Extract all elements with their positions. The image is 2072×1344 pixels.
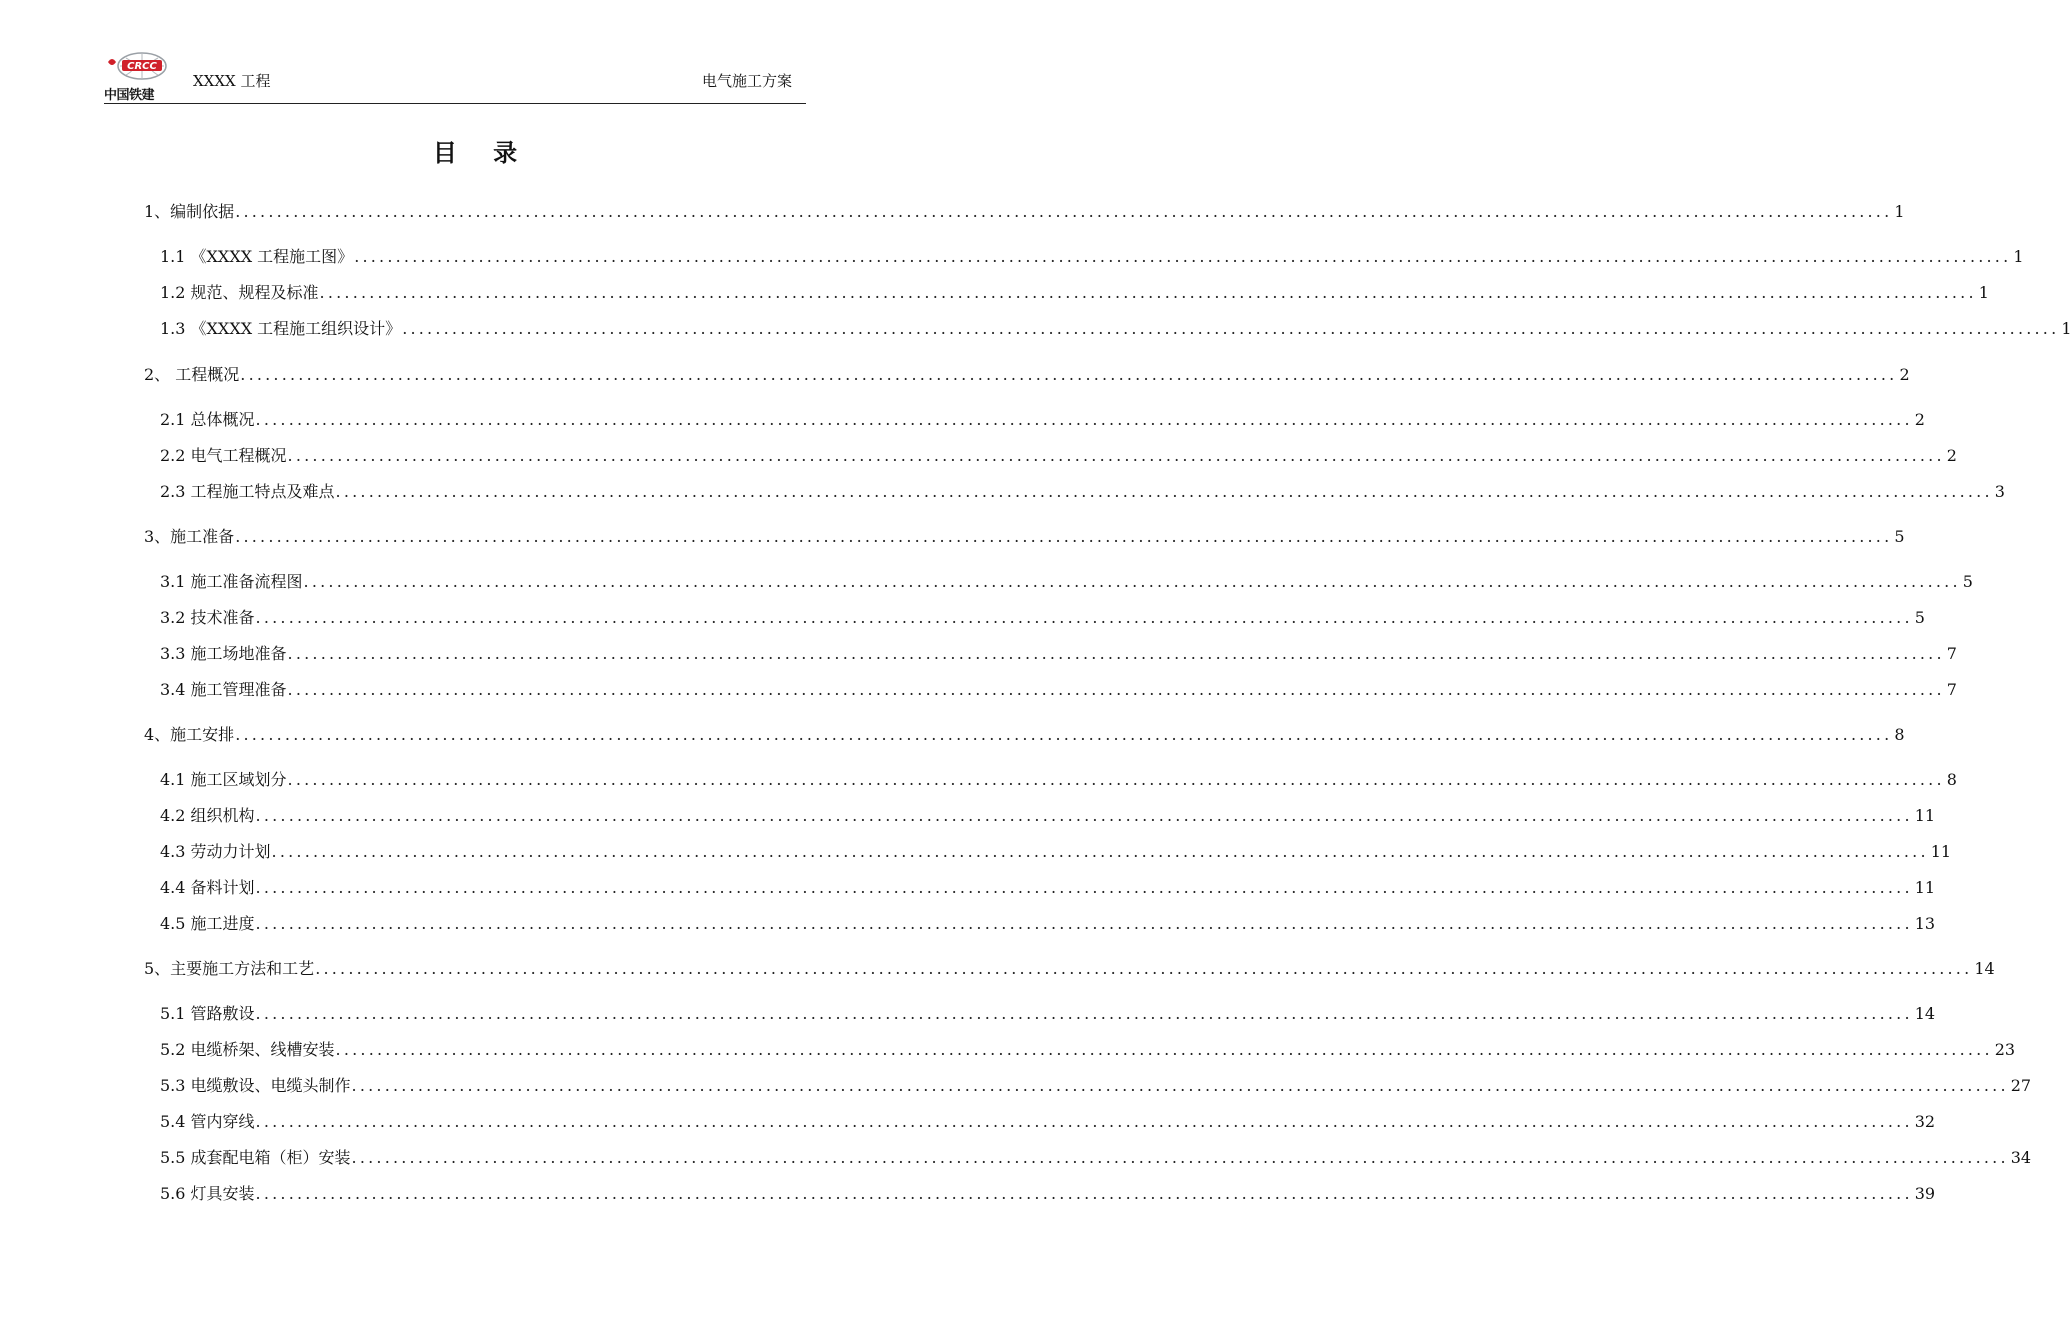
toc-entry-label: 1、编制依据	[144, 202, 235, 221]
toc-leader-dots: ........................................................................................................................................................................................................	[303, 572, 1961, 591]
toc-entry-label: 4.5 施工进度	[160, 914, 255, 933]
toc-entry-label: 5.5 成套配电箱（柜）安装	[160, 1148, 351, 1167]
toc-leader-dots: ........................................................................................................................................................................................................	[351, 1148, 2009, 1167]
toc-section-entry[interactable]	[160, 1147, 2032, 1169]
toc-leader-dots: ........................................................................................................................................................................................................	[235, 527, 1893, 546]
toc-leader-dots: ........................................................................................................................................................................................................	[235, 202, 1893, 221]
toc-page-number: 5	[1914, 608, 1925, 627]
toc-chapter-entry[interactable]	[144, 724, 1905, 746]
toc-section-entry[interactable]	[160, 607, 1925, 629]
toc-page-number: 8	[1894, 725, 1905, 744]
toc-page-number: 1	[1978, 283, 1989, 302]
toc-section-entry[interactable]	[160, 445, 1957, 467]
header-project-name: XXXX 工程	[193, 72, 271, 90]
toc-section-entry[interactable]	[160, 805, 1936, 827]
toc-entry-label: 5.6 灯具安装	[160, 1184, 255, 1203]
toc-page-number: 27	[2010, 1076, 2032, 1095]
toc-page-number: 11	[1914, 878, 1936, 897]
toc-entry-label: 5.3 电缆敷设、电缆头制作	[160, 1076, 351, 1095]
page-header	[0, 0, 950, 110]
toc-leader-dots: ........................................................................................................................................................................................................	[240, 365, 1898, 384]
toc-leader-dots: ........................................................................................................................................................................................................	[319, 283, 1977, 302]
toc-page-number: 23	[1994, 1040, 2016, 1059]
toc-leader-dots: ........................................................................................................................................................................................................	[255, 878, 1913, 897]
toc-page-number: 5	[1894, 527, 1905, 546]
toc-entry-label: 1.3 《XXXX 工程施工组织设计》	[160, 319, 402, 338]
toc-entry-label: 2.2 电气工程概况	[160, 446, 287, 465]
toc-section-entry[interactable]	[160, 1111, 1936, 1133]
toc-entry-label: 5.1 管路敷设	[160, 1004, 255, 1023]
toc-page-number: 14	[1974, 959, 1995, 978]
toc-leader-dots: ........................................................................................................................................................................................................	[335, 482, 1993, 501]
toc-entry-label: 4、施工安排	[144, 725, 235, 744]
toc-entry-label: 1.2 规范、规程及标准	[160, 283, 319, 302]
toc-section-entry[interactable]	[160, 1003, 1936, 1025]
header-divider	[104, 103, 806, 104]
toc-leader-dots: ........................................................................................................................................................................................................	[255, 1184, 1913, 1203]
toc-chapter-entry[interactable]	[144, 364, 1910, 386]
toc-page-number: 8	[1946, 770, 1957, 789]
toc-page-number: 13	[1914, 914, 1936, 933]
toc-section-entry[interactable]	[160, 1183, 1936, 1205]
toc-leader-dots: ........................................................................................................................................................................................................	[255, 1004, 1913, 1023]
toc-leader-dots: ........................................................................................................................................................................................................	[335, 1040, 1993, 1059]
toc-entry-label: 2.1 总体概况	[160, 410, 255, 429]
crcc-logo	[104, 52, 174, 106]
toc-entry-label: 3.1 施工准备流程图	[160, 572, 303, 591]
toc-section-entry[interactable]	[160, 1075, 2032, 1097]
toc-page-number: 3	[1994, 482, 2005, 501]
toc-leader-dots: ........................................................................................................................................................................................................	[287, 446, 1945, 465]
toc-page-number: 11	[1930, 842, 1952, 861]
toc-section-entry[interactable]	[160, 1039, 2016, 1061]
toc-entry-label: 4.1 施工区域划分	[160, 770, 287, 789]
toc-page-number: 14	[1914, 1004, 1936, 1023]
toc-entry-label: 5、主要施工方法和工艺	[144, 959, 315, 978]
toc-entry-label: 1.1 《XXXX 工程施工图》	[160, 247, 354, 266]
toc-leader-dots: ........................................................................................................................................................................................................	[271, 842, 1929, 861]
toc-leader-dots: ........................................................................................................................................................................................................	[287, 644, 1945, 663]
toc-chapter-entry[interactable]	[144, 201, 1905, 223]
toc-entry-label: 4.4 备料计划	[160, 878, 255, 897]
toc-leader-dots: ........................................................................................................................................................................................................	[255, 608, 1913, 627]
toc-page-number: 32	[1914, 1112, 1936, 1131]
crcc-emblem-icon	[104, 52, 174, 84]
toc-entry-label: 3.4 施工管理准备	[160, 680, 287, 699]
toc-leader-dots: ........................................................................................................................................................................................................	[255, 410, 1913, 429]
toc-entry-label: 2、 工程概况	[144, 365, 240, 384]
toc-page-number: 1	[2013, 247, 2024, 266]
toc-page-number: 2	[1899, 365, 1910, 384]
toc-section-entry[interactable]	[160, 246, 2024, 268]
toc-leader-dots: ........................................................................................................................................................................................................	[351, 1076, 2009, 1095]
toc-section-entry[interactable]	[160, 571, 1973, 593]
toc-chapter-entry[interactable]	[144, 526, 1905, 548]
toc-page-number: 2	[1946, 446, 1957, 465]
toc-title: 目 录	[432, 139, 532, 167]
toc-page-number: 7	[1946, 644, 1957, 663]
svg-text:CRCC: CRCC	[127, 61, 157, 72]
toc-section-entry[interactable]	[160, 282, 1989, 304]
toc-section-entry[interactable]	[160, 913, 1936, 935]
toc-leader-dots: ........................................................................................................................................................................................................	[255, 1112, 1913, 1131]
toc-section-entry[interactable]	[160, 769, 1957, 791]
toc-leader-dots: ........................................................................................................................................................................................................	[287, 770, 1945, 789]
toc-page-number: 7	[1946, 680, 1957, 699]
toc-leader-dots: ........................................................................................................................................................................................................	[287, 680, 1945, 699]
toc-leader-dots: ........................................................................................................................................................................................................	[315, 959, 1973, 978]
toc-entry-label: 3、施工准备	[144, 527, 235, 546]
toc-section-entry[interactable]	[160, 409, 1925, 431]
toc-entry-label: 5.2 电缆桥架、线槽安装	[160, 1040, 335, 1059]
toc-section-entry[interactable]	[160, 643, 1957, 665]
toc-entry-label: 3.2 技术准备	[160, 608, 255, 627]
toc-section-entry[interactable]	[160, 841, 1952, 863]
toc-page-number: 1	[2061, 319, 2072, 338]
toc-page-number: 2	[1914, 410, 1925, 429]
toc-leader-dots: ........................................................................................................................................................................................................	[354, 247, 2012, 266]
toc-section-entry[interactable]	[160, 877, 1936, 899]
toc-chapter-entry[interactable]	[144, 958, 1995, 980]
toc-section-entry[interactable]	[160, 679, 1957, 701]
toc-page-number: 34	[2010, 1148, 2032, 1167]
toc-section-entry[interactable]	[160, 481, 2005, 503]
toc-leader-dots: ........................................................................................................................................................................................................	[255, 806, 1913, 825]
logo-wordmark: 中国铁建	[104, 88, 155, 103]
toc-leader-dots: ........................................................................................................................................................................................................	[402, 319, 2060, 338]
toc-leader-dots: ........................................................................................................................................................................................................	[235, 725, 1893, 744]
toc-page-number: 11	[1914, 806, 1936, 825]
toc-page-number: 39	[1914, 1184, 1936, 1203]
toc-entry-label: 5.4 管内穿线	[160, 1112, 255, 1131]
toc-page-number: 5	[1962, 572, 1973, 591]
toc-entry-label: 2.3 工程施工特点及难点	[160, 482, 335, 501]
toc-leader-dots: ........................................................................................................................................................................................................	[255, 914, 1913, 933]
toc-entry-label: 4.2 组织机构	[160, 806, 255, 825]
toc-page-number: 1	[1894, 202, 1905, 221]
toc-entry-label: 3.3 施工场地准备	[160, 644, 287, 663]
toc-entry-label: 4.3 劳动力计划	[160, 842, 271, 861]
header-document-name: 电气施工方案	[701, 72, 792, 90]
toc-section-entry[interactable]	[160, 318, 2072, 340]
